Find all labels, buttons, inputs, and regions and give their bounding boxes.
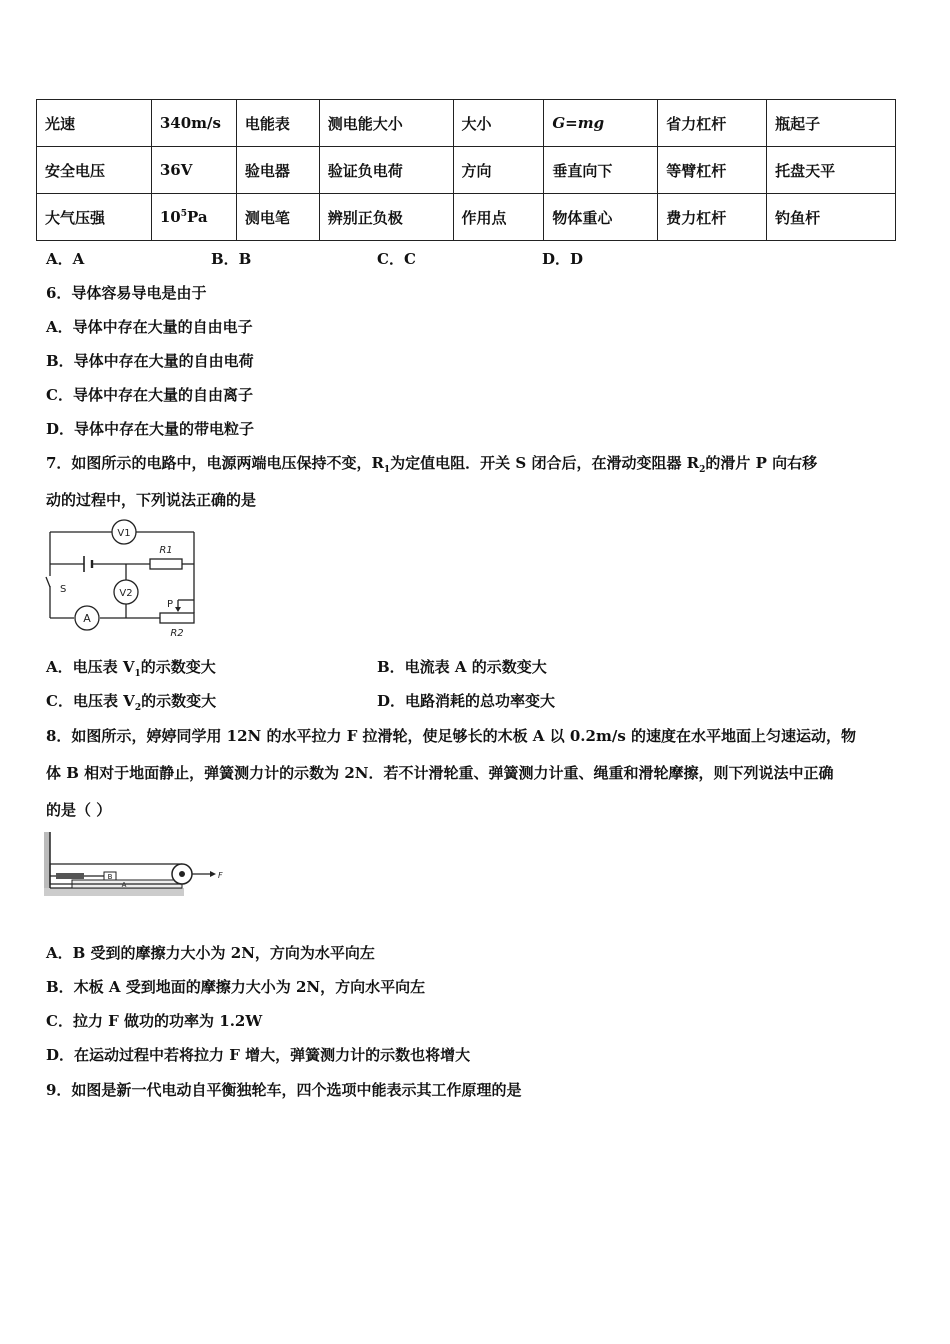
q5-option-d[interactable]: D．D <box>542 250 584 268</box>
q6-option-b[interactable]: B．导体中存在大量的自由电荷 <box>46 352 254 370</box>
q9-stem: 9．如图是新一代电动自平衡独轮车，四个选项中能表示其工作原理的是 <box>46 1081 522 1099</box>
q7-option-c[interactable] <box>46 690 216 713</box>
q8-option-c[interactable]: C．拉力 F 做功的功率为 1.2W <box>46 1012 263 1030</box>
q5-option-c[interactable]: C．C <box>377 250 416 268</box>
physics-table <box>36 99 896 241</box>
label-a: A <box>121 881 127 889</box>
q6-option-c[interactable]: C．导体中存在大量的自由离子 <box>46 386 253 404</box>
table-cell: 验证负电荷 <box>319 147 453 194</box>
label-s: S <box>60 584 67 595</box>
q7-option-a-text: 的示数变大 <box>140 658 216 676</box>
q8-stem-line2: 体 B 相对于地面静止，弹簧测力计的示数为 2N．若不计滑轮重、弹簧测力计重、绳重和滑轮摩擦，则下列说法中正确 <box>46 764 834 782</box>
q5-option-a[interactable]: A．A <box>46 250 85 268</box>
table-cell: 36V <box>151 147 236 194</box>
table-cell: 方向 <box>453 147 544 194</box>
label-b: B <box>107 873 113 881</box>
q7-option-a-text: A．电压表 V <box>46 658 135 676</box>
table-cell: 物体重心 <box>544 194 658 241</box>
pulley-diagram <box>42 830 222 900</box>
table-cell: 辨别正负极 <box>319 194 453 241</box>
label-p: P <box>167 599 174 610</box>
pressure-unit: Pa <box>186 208 208 226</box>
q7-stem-line1 <box>46 452 817 475</box>
label-v1: V1 <box>117 528 131 539</box>
table-cell: 托盘天平 <box>767 147 896 194</box>
q7-stem-part: 的滑片 P 向右移 <box>705 454 818 472</box>
table-cell: 电能表 <box>236 100 319 147</box>
q7-option-d[interactable]: D．电路消耗的总功率变大 <box>377 692 556 710</box>
table-cell: 省力杠杆 <box>658 100 767 147</box>
table-cell: 垂直向下 <box>544 147 658 194</box>
label-r1: R1 <box>159 545 173 556</box>
q6-option-d[interactable]: D．导体中存在大量的带电粒子 <box>46 420 255 438</box>
q7-option-c-text: 的示数变大 <box>141 692 217 710</box>
r2-subscript: 2 <box>699 465 706 475</box>
q7-option-c-text: C．电压表 V <box>46 692 135 710</box>
v2-subscript: 2 <box>134 703 142 713</box>
q6-option-a[interactable]: A．导体中存在大量的自由电子 <box>46 318 253 336</box>
q7-option-b[interactable]: B．电流表 A 的示数变大 <box>377 658 547 676</box>
table-row <box>37 194 896 241</box>
pressure-exponent: 5 <box>180 209 187 219</box>
q8-option-d[interactable]: D．在运动过程中若将拉力 F 增大，弹簧测力计的示数也将增大 <box>46 1046 471 1064</box>
table-cell: 瓶起子 <box>767 100 896 147</box>
table-cell: 安全电压 <box>37 147 152 194</box>
q7-option-a[interactable] <box>46 656 216 679</box>
q7-stem-line2: 动的过程中，下列说法正确的是 <box>46 491 257 509</box>
table-cell: 钓鱼杆 <box>767 194 896 241</box>
table-row <box>37 147 896 194</box>
q6-stem: 6．导体容易导电是由于 <box>46 284 207 302</box>
table-cell: 费力杠杆 <box>658 194 767 241</box>
table-cell: 大小 <box>453 100 544 147</box>
q7-stem-part: 为定值电阻．开关 S 闭合后，在滑动变阻器 R <box>390 454 700 472</box>
table-cell: 等臂杠杆 <box>658 147 767 194</box>
q7-stem-part: 7．如图所示的电路中，电源两端电压保持不变，R <box>46 454 384 472</box>
table-cell: 作用点 <box>453 194 544 241</box>
table-cell: G=mg <box>544 100 658 147</box>
label-f: F <box>218 871 223 880</box>
table-cell: 光速 <box>37 100 152 147</box>
table-cell: 340m/s <box>151 100 236 147</box>
table-cell: 大气压强 <box>37 194 152 241</box>
q8-option-b[interactable]: B．木板 A 受到地面的摩擦力大小为 2N，方向水平向左 <box>46 978 426 996</box>
label-v2: V2 <box>119 588 133 599</box>
label-a: A <box>83 612 91 625</box>
pressure-base: 10 <box>159 208 181 226</box>
table-cell: 测电能大小 <box>319 100 453 147</box>
table-cell-pressure <box>151 194 236 241</box>
table-cell: 测电笔 <box>236 194 319 241</box>
q8-stem-line3: 的是（ ） <box>46 801 112 819</box>
circuit-diagram <box>42 518 202 644</box>
table-cell: 验电器 <box>236 147 319 194</box>
q5-option-b[interactable]: B．B <box>211 250 252 268</box>
v1-subscript: 1 <box>134 669 141 679</box>
q8-stem-line1: 8．如图所示，婷婷同学用 12N 的水平拉力 F 拉滑轮，使足够长的木板 A 以 0.2m/s 的速度在水平地面上匀速运动，物 <box>46 727 856 745</box>
label-r2: R2 <box>170 628 184 639</box>
r1-subscript: 1 <box>383 465 391 475</box>
table-row <box>37 100 896 147</box>
q8-option-a[interactable]: A．B 受到的摩擦力大小为 2N，方向为水平向左 <box>46 944 375 962</box>
